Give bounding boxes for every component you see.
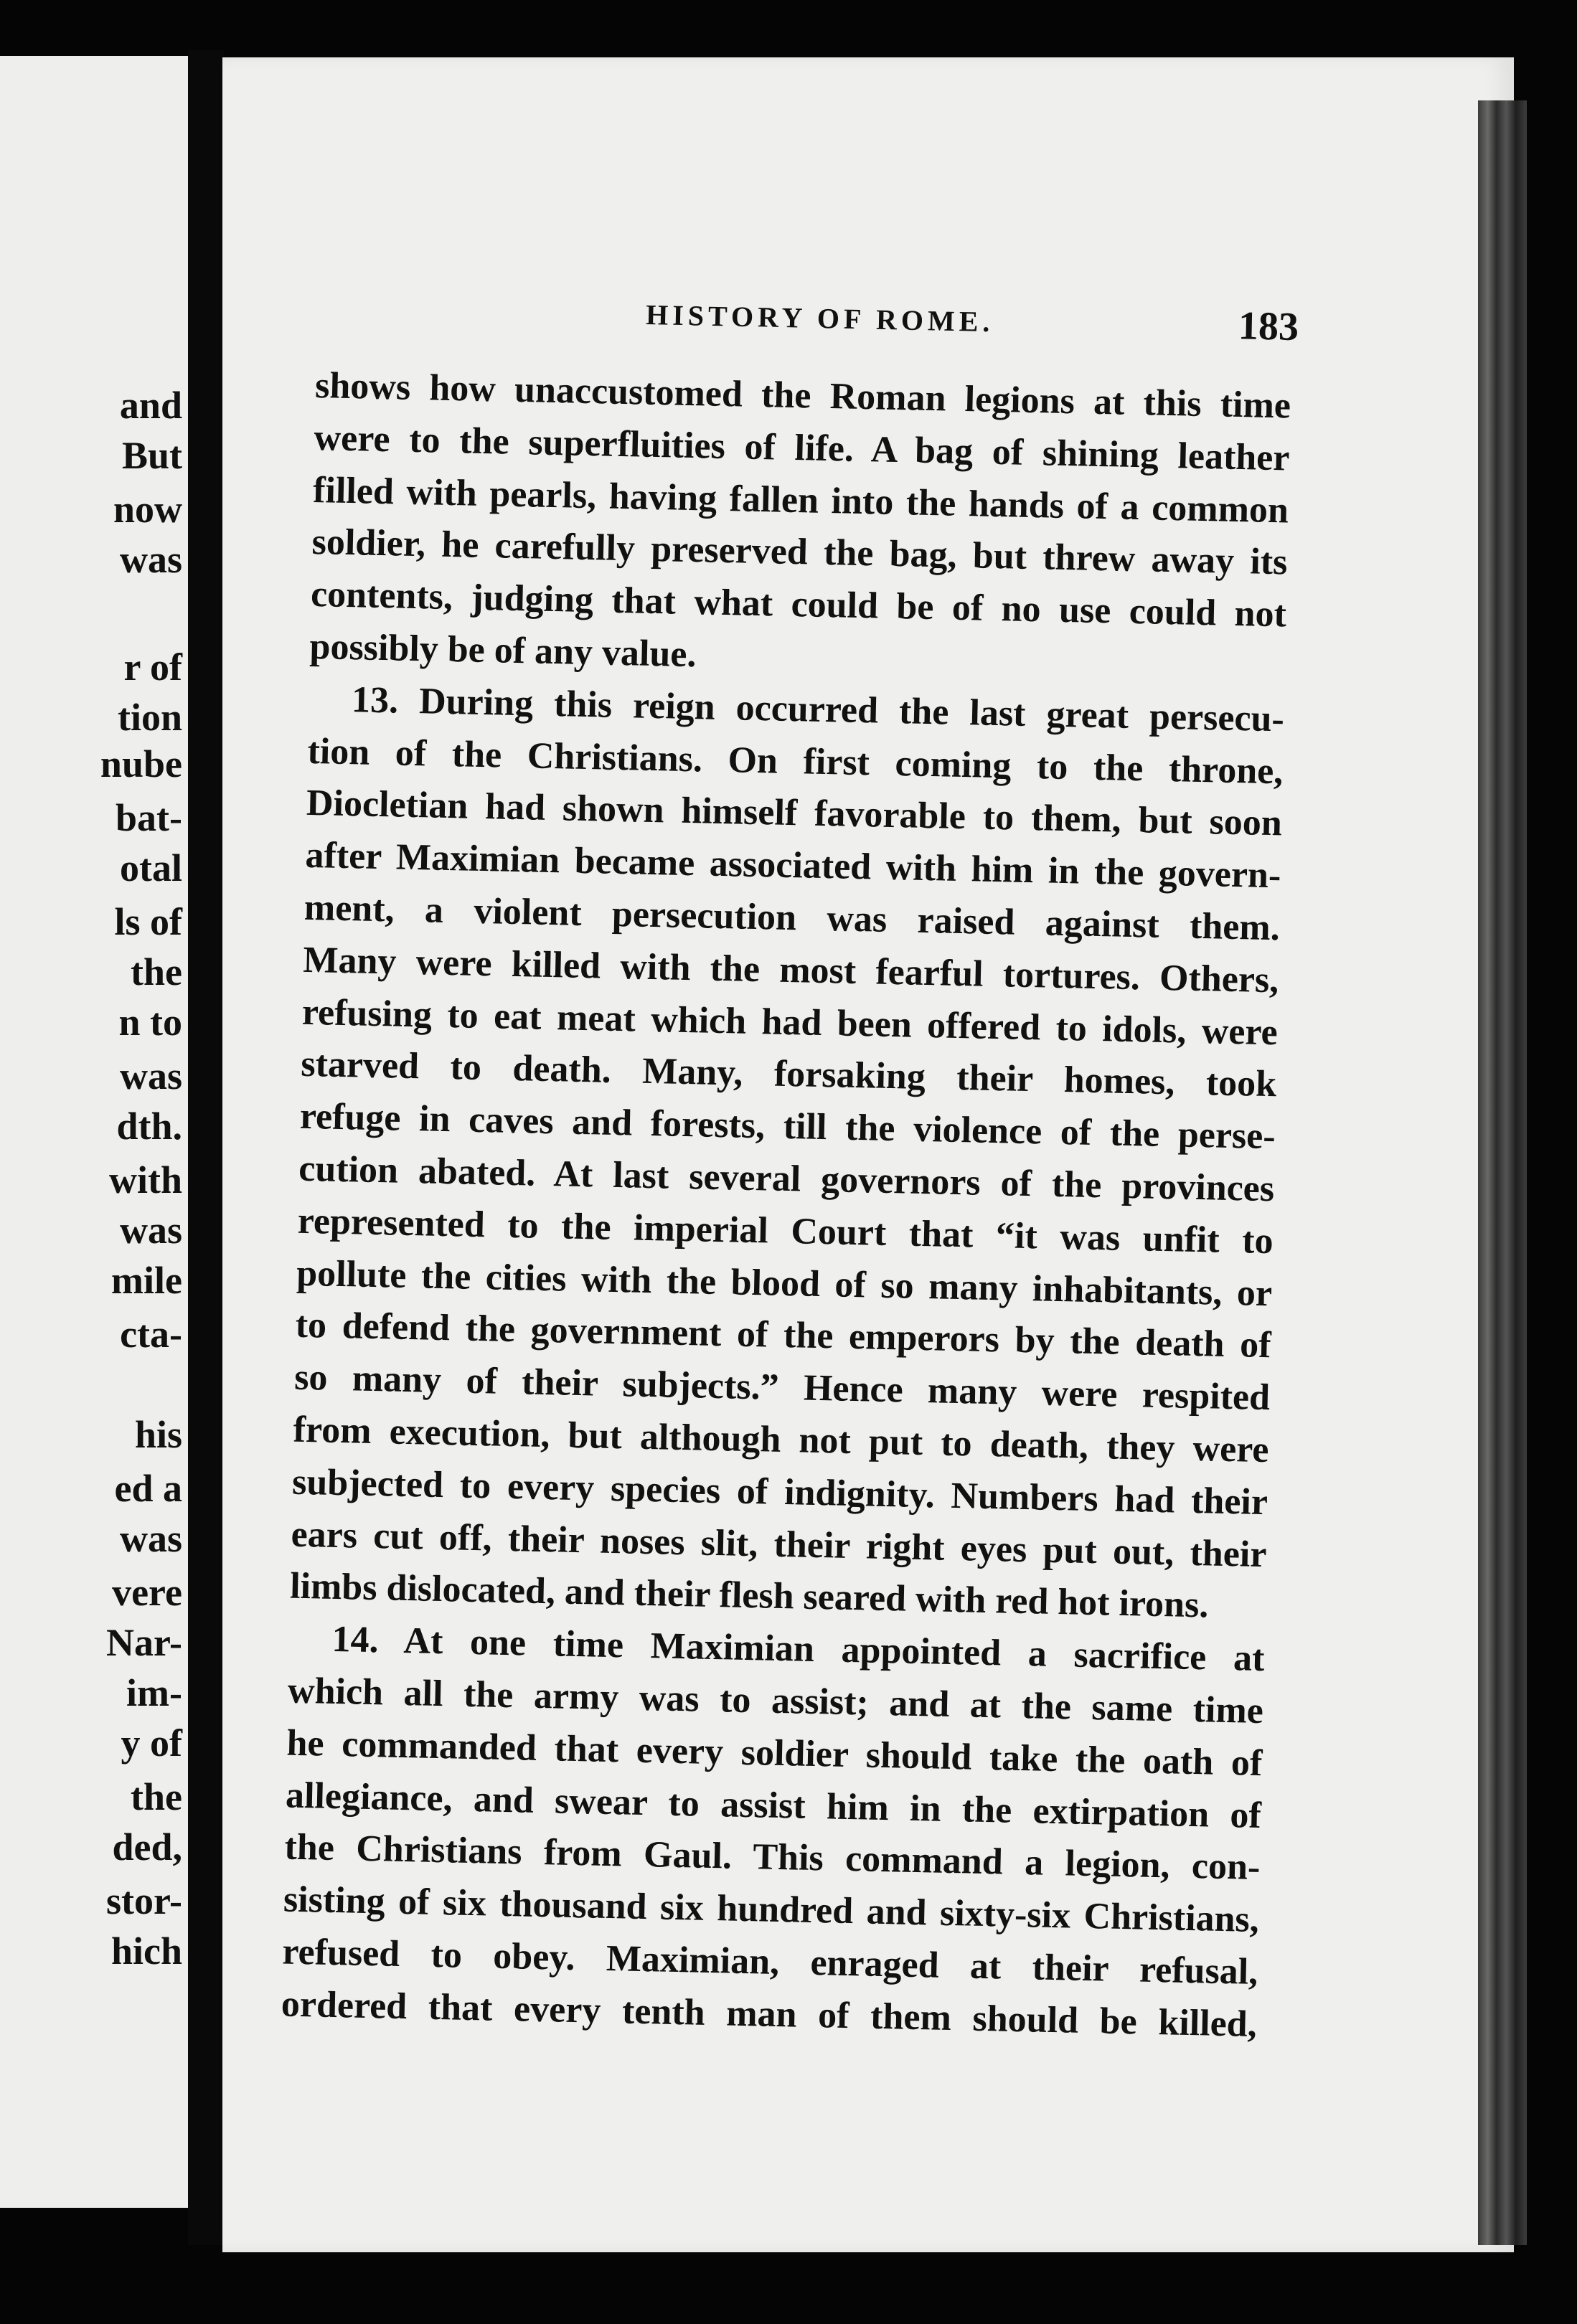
left-page-line: now <box>113 488 182 531</box>
text-line: ears cut off, their noses slit, their right eyes put out, their <box>291 1513 1268 1575</box>
text-line: subjected to every species of indignity. Numbers had their <box>291 1461 1268 1523</box>
left-page-line: was <box>119 1209 182 1252</box>
text-line: starved to death. Many, forsaking their homes, took <box>300 1044 1277 1105</box>
left-page-line: the <box>131 1775 182 1818</box>
left-page-line: ded, <box>112 1825 182 1869</box>
left-page-line: im- <box>126 1671 182 1714</box>
left-page-line: y of <box>121 1721 182 1765</box>
text-line: represented to the imperial Court that “it was unfit to <box>297 1200 1274 1262</box>
text-line: possibly be of any value. <box>309 625 697 676</box>
text-line: the Christians from Gaul. This command a legion, con- <box>283 1826 1261 1889</box>
left-page-line: bat- <box>116 796 182 839</box>
left-page-line: hich <box>110 1929 182 1973</box>
text-line: which all the army was to assist; and at the same time <box>287 1670 1264 1732</box>
text-line: to defend the government of the emperors by the death of <box>295 1305 1272 1366</box>
left-page <box>0 56 188 2208</box>
text-line: refusing to eat meat which had been offered to idols, were <box>301 991 1279 1053</box>
left-page-line: mile <box>111 1259 182 1302</box>
left-page-line: But <box>121 434 182 477</box>
book-gutter <box>188 50 224 2245</box>
left-page-line: nube <box>100 742 182 785</box>
left-page-line: was <box>119 1517 182 1560</box>
left-page-line: the <box>131 950 182 993</box>
text-line: from execution, but although not put to death, they were <box>293 1409 1270 1471</box>
text-line: refused to obey. Maximian, enraged at their refusal, <box>281 1931 1258 1993</box>
page-edge <box>1478 100 1527 2245</box>
left-page-line: tion <box>117 696 182 739</box>
left-page-line: otal <box>120 846 182 889</box>
left-page-line: vere <box>112 1571 182 1614</box>
left-page-line: cta- <box>120 1313 182 1356</box>
text-line: ment, a violent persecution was raised against them. <box>303 887 1281 949</box>
text-line: Diocletian had shown himself favorable to them, but soon <box>306 783 1283 844</box>
text-line: tion of the Christians. On first coming to the throne, <box>306 730 1284 792</box>
left-page-line: dth. <box>116 1105 182 1148</box>
text-line: refuge in caves and forests, till the violence of the perse- <box>299 1095 1276 1158</box>
left-page-line: with <box>108 1158 182 1201</box>
left-page-line: was <box>119 538 182 581</box>
text-line: he commanded that every soldier should take the oath of <box>286 1722 1263 1784</box>
text-line: cution abated. At last several governors of the provinces <box>298 1148 1275 1210</box>
text-line: Many were killed with the most fearful tortures. Others, <box>302 939 1279 1001</box>
left-page-line: stor- <box>106 1879 182 1922</box>
running-head: HISTORY OF ROME. <box>645 298 994 339</box>
text-line: contents, judging that what could be of no use could not <box>310 574 1287 636</box>
text-line: so many of their subjects.” Hence many were respited <box>293 1356 1271 1419</box>
left-page-line: his <box>134 1413 182 1456</box>
text-line: ordered that every tenth man of them should be killed, <box>281 1983 1258 2045</box>
text-line: sisting of six thousand six hundred and sixty-six Christians, <box>283 1879 1260 1941</box>
left-page-line: ls of <box>114 900 182 943</box>
text-line: filled with pearls, having fallen into the hands of a common <box>312 469 1289 532</box>
page-number: 183 <box>1238 303 1299 350</box>
text-line: limbs dislocated, and their flesh seared with red hot irons. <box>289 1566 1209 1626</box>
left-page-line: Nar- <box>106 1621 182 1664</box>
text-line: were to the superfluities of life. A bag of shining leather <box>314 417 1291 479</box>
text-line: shows how unaccustomed the Roman legions at this time <box>314 364 1291 427</box>
left-page-line: was <box>119 1054 182 1097</box>
left-page-line: r of <box>123 646 182 689</box>
text-line: 14. At one time Maximian appointed a sacrifice at <box>331 1619 1265 1680</box>
text-line: after Maximian became associated with him in the govern- <box>304 835 1281 897</box>
text-line: pollute the cities with the blood of so many inhabitants, or <box>296 1252 1273 1314</box>
text-line: 13. During this reign occurred the last great persecu- <box>351 679 1285 740</box>
left-page-line: and <box>119 384 182 427</box>
left-page-line: n to <box>118 1001 182 1044</box>
text-line: allegiance, and swear to assist him in the extirpation of <box>285 1775 1262 1836</box>
text-line: soldier, he carefully preserved the bag, but threw away its <box>311 521 1288 583</box>
left-page-line: ed a <box>114 1467 182 1510</box>
